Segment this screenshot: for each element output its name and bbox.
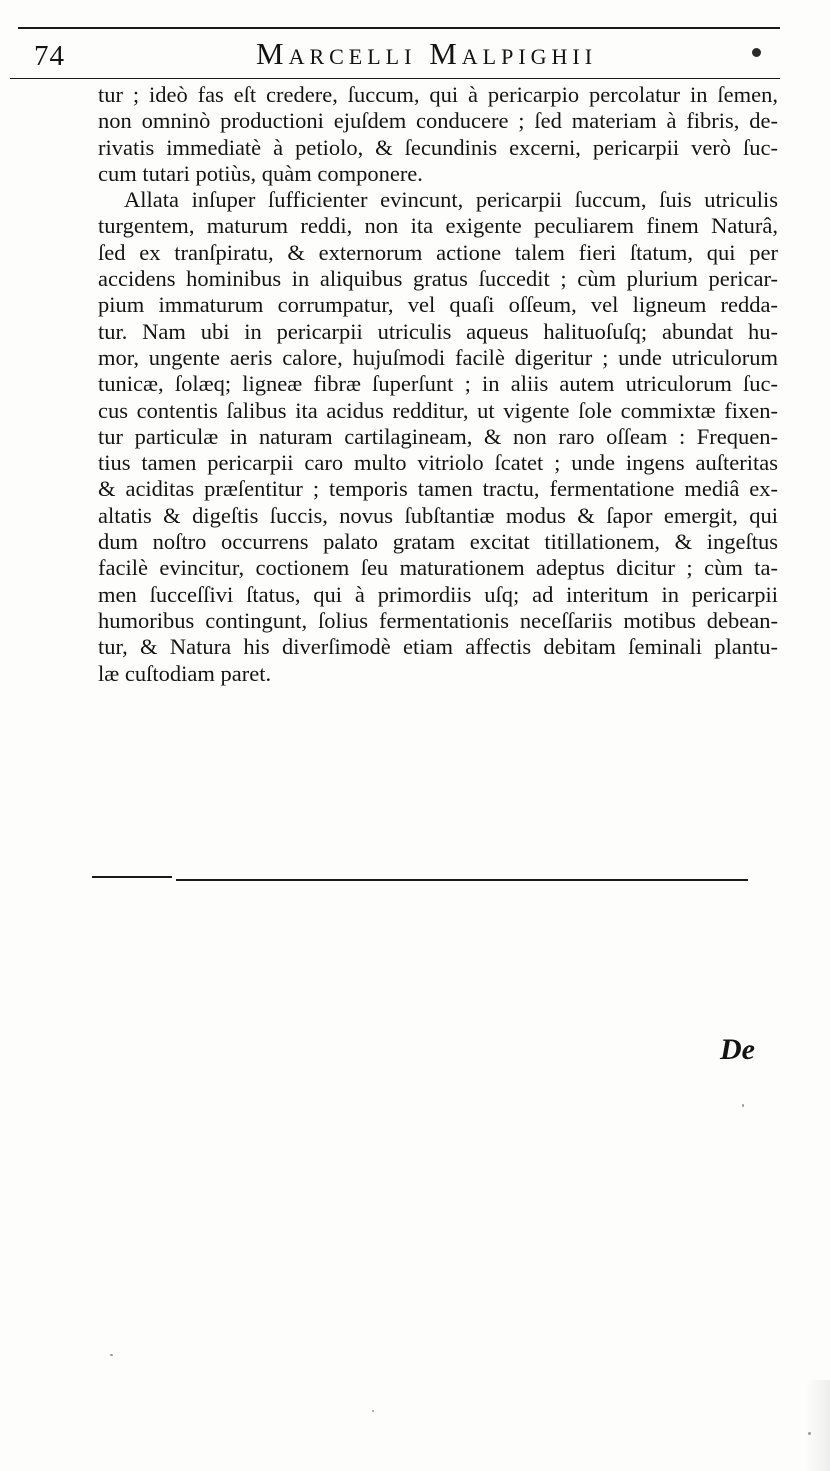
catchword: De	[720, 1033, 755, 1066]
text-line: tur. Nam ubi in pericarpii utriculis aqueus halituoſuſq; abundat hu-	[98, 318, 778, 344]
text-line: cum tutari potiùs, quàm componere.	[98, 160, 423, 186]
text-line: facilè evincitur, coctionem ſeu maturationem adeptus dicitur ; cùm ta-	[98, 555, 778, 581]
header-rule	[10, 78, 780, 79]
paper-speck	[742, 1104, 744, 1107]
page-edge-shadow	[806, 1380, 830, 1471]
section-end-rule-short	[92, 876, 172, 878]
paragraph-start-line: Allata inſuper ſufficienter evincunt, pericarpii ſuccum, ſuis utriculis	[124, 187, 778, 213]
paper-speck	[110, 1354, 113, 1356]
text-line: tius tamen pericarpii caro multo vitriolo ſcatet ; unde ingens auſteritas	[98, 450, 778, 476]
text-line: ſed ex tranſpiratu, & externorum actione talem fieri ſtatum, qui per	[98, 239, 778, 265]
page-number: 74	[34, 40, 65, 72]
text-line: mor, ungente aeris calore, hujuſmodi facilè digeritur ; unde utriculorum	[98, 344, 778, 370]
text-line: turgentem, maturum reddi, non ita exigente peculiarem finem Naturâ,	[98, 213, 778, 239]
text-line: rivatis immediatè à petiolo, & ſecundinis excerni, pericarpii verò ſuc-	[98, 134, 778, 160]
text-line: dum noſtro occurrens palato gratam excitat titillationem, & ingeſtus	[98, 529, 778, 555]
text-line: læ cuſtodiam paret.	[98, 660, 272, 686]
running-head: Marcelli Malpighii	[256, 36, 598, 71]
paper-speck	[372, 1410, 374, 1412]
text-line: tur ; ideò fas eſt credere, ſuccum, qui à pericarpio percolatur in ſemen,	[98, 82, 778, 107]
top-border-rule	[18, 27, 780, 29]
text-line: pium immaturum corrumpatur, vel quaſi oſſeum, vel ligneum redda-	[98, 292, 778, 318]
text-line: humoribus contingunt, ſolius fermentationis neceſſariis motibus debean-	[98, 607, 778, 633]
ink-dot-mark	[752, 48, 761, 57]
text-line: non omninò productioni ejuſdem conducere ; ſed materiam à fibris, de-	[98, 108, 778, 134]
text-line: cus contentis ſalibus ita acidus redditur, ut vigente ſole commixtæ fixen-	[98, 397, 778, 423]
text-line: altatis & digeſtis ſuccis, novus ſubſtantiæ modus & ſapor emergit, qui	[98, 502, 778, 528]
text-line: tunicæ, ſolæq; ligneæ fibræ ſuperſunt ; in aliis autem utriculorum ſuc-	[98, 371, 778, 397]
text-line: tur particulæ in naturam cartilagineam, & non raro oſſeam : Frequen-	[98, 423, 778, 449]
section-end-rule	[176, 879, 748, 881]
text-line: & aciditas præſentitur ; temporis tamen tractu, fermentatione mediâ ex-	[98, 476, 778, 502]
text-line: accidens hominibus in aliquibus gratus ſuccedit ; cùm plurium pericar-	[98, 266, 778, 292]
text-line: men ſucceſſivi ſtatus, qui à primordiis uſq; ad interitum in pericarpii	[98, 581, 778, 607]
text-line: tur, & Natura his diverſimodè etiam affectis debitam ſeminali plantu-	[98, 634, 778, 660]
body-text	[98, 82, 778, 687]
